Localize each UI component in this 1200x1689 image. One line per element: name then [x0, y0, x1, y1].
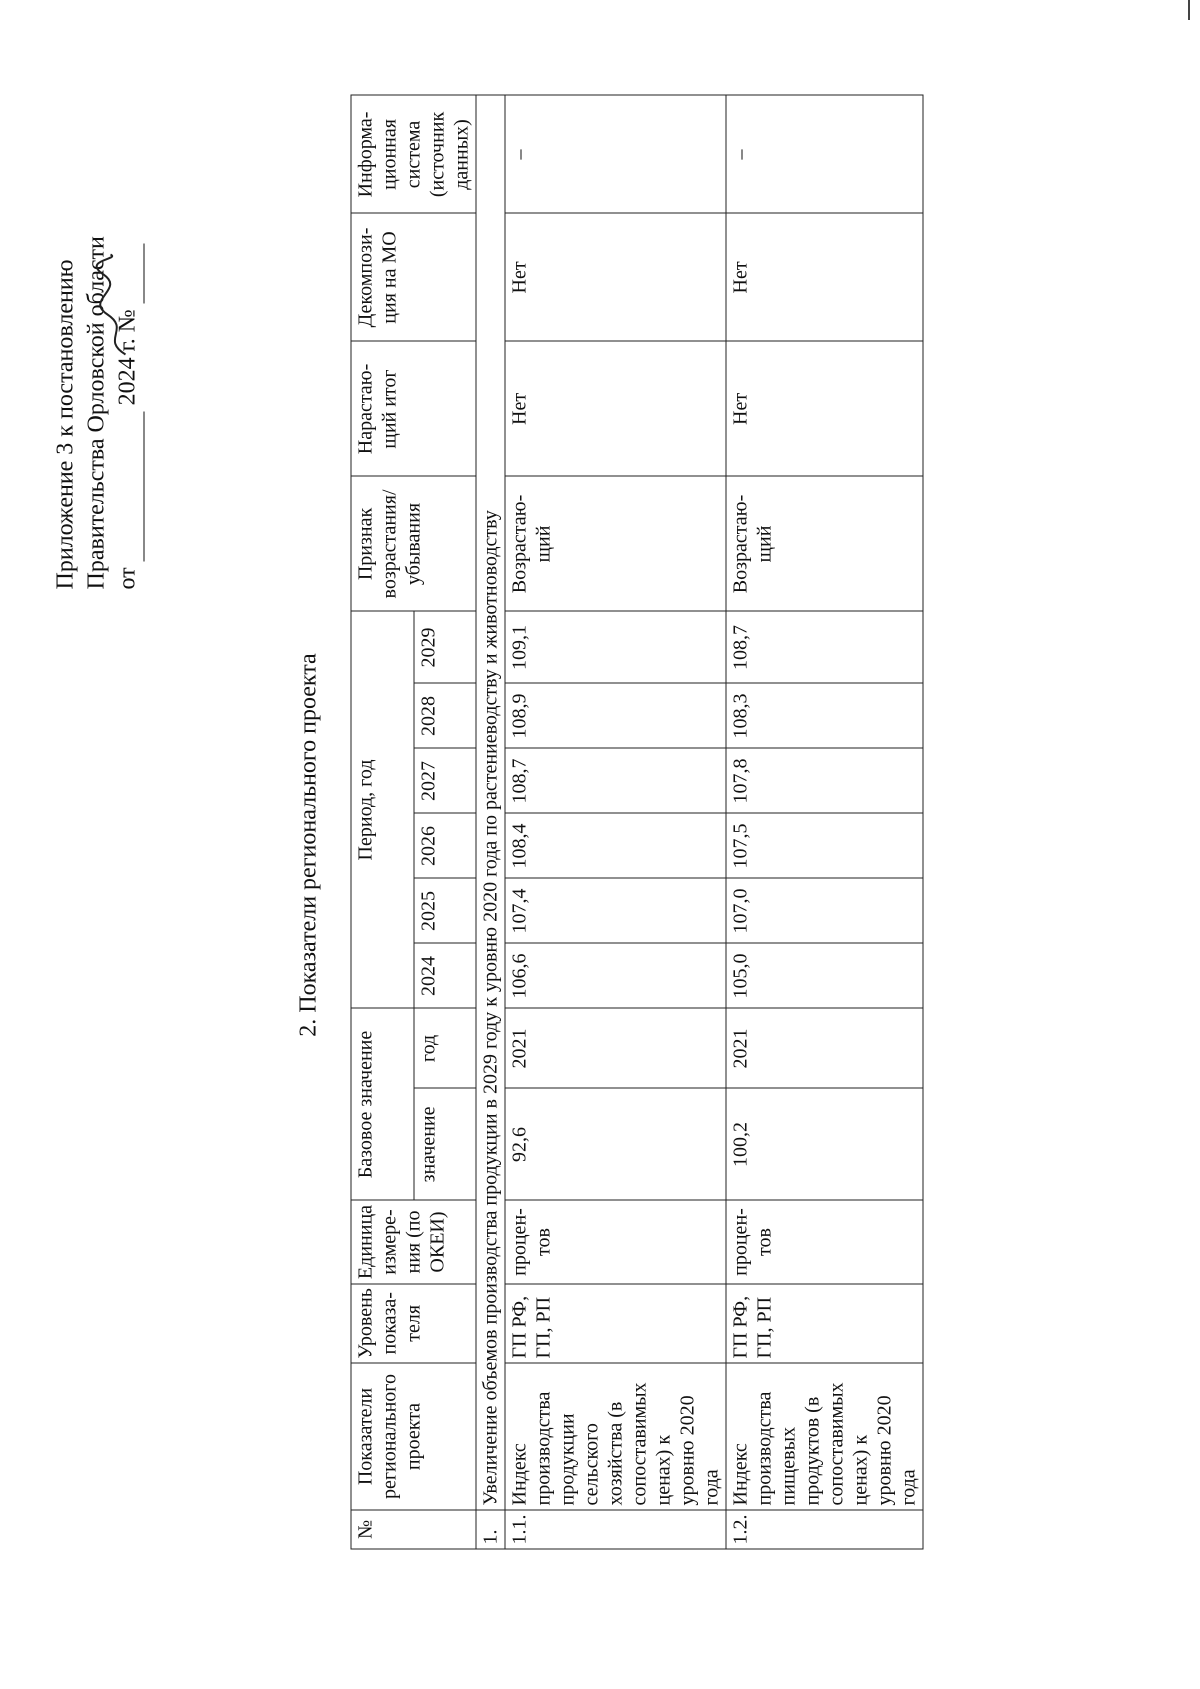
header-indicator: Показатели регионального проекта — [351, 1363, 476, 1510]
group-num: 1. — [476, 1510, 505, 1549]
row-decomposition: Нет — [505, 213, 726, 341]
row-value-2024: 106,6 — [505, 943, 726, 1008]
header-year-2026: 2026 — [413, 813, 476, 878]
indicators-table — [350, 94, 923, 1549]
row-value-2029: 109,1 — [505, 611, 726, 683]
row-unit: процен-тов — [505, 1200, 726, 1283]
table-header-row — [351, 95, 414, 1549]
header-level: Уровень показа-теля — [351, 1283, 476, 1362]
row-base-year: 2021 — [505, 1008, 726, 1088]
header-unit: Единица измере-ния (по ОКЕИ) — [351, 1200, 476, 1283]
handwritten-signature-mark — [95, 249, 135, 359]
header-base: Базовое значение — [351, 1008, 414, 1200]
header-trend: Признак возрастания/ убывания — [351, 476, 476, 611]
header-base-year: год — [413, 1008, 476, 1088]
row-trend: Возрастаю-щий — [505, 476, 726, 611]
row-level: ГП РФ, ГП, РП — [505, 1283, 726, 1362]
header-year-2024: 2024 — [413, 943, 476, 1008]
row-value-2024: 105,0 — [726, 943, 923, 1008]
row-base-value: 92,6 — [505, 1088, 726, 1200]
header-year-2027: 2027 — [413, 748, 476, 813]
header-cumulative: Нарастаю-щий итог — [351, 341, 476, 476]
row-value-2027: 108,7 — [505, 748, 726, 813]
appendix-year-number: 2024 г. № — [114, 308, 140, 405]
row-level: ГП РФ, ГП, РП — [726, 1283, 923, 1362]
row-value-2025: 107,4 — [505, 878, 726, 943]
row-indicator: Индекс производства пищевых продуктов (в сопоставимых ценах) к уровню 2020 года — [726, 1363, 923, 1510]
row-value-2027: 107,8 — [726, 748, 923, 813]
header-period: Период, год — [351, 611, 414, 1008]
table-row — [726, 95, 923, 1549]
row-value-2025: 107,0 — [726, 878, 923, 943]
appendix-line-1: Приложение 3 к постановлению — [52, 258, 78, 589]
row-info-system: – — [726, 95, 923, 213]
row-value-2028: 108,3 — [726, 683, 923, 748]
appendix-from-label: от — [114, 566, 140, 589]
header-year-2028: 2028 — [413, 683, 476, 748]
row-value-2028: 108,9 — [505, 683, 726, 748]
row-unit: процен-тов — [726, 1200, 923, 1283]
header-base-value: значение — [413, 1088, 476, 1200]
header-year-2025: 2025 — [413, 878, 476, 943]
row-info-system: – — [505, 95, 726, 213]
header-decomposition: Декомпози-ция на МО — [351, 213, 476, 341]
row-trend: Возрастаю-щий — [726, 476, 923, 611]
row-decomposition: Нет — [726, 213, 923, 341]
row-cumulative: Нет — [505, 341, 726, 476]
row-value-2026: 107,5 — [726, 813, 923, 878]
row-base-value: 100,2 — [726, 1088, 923, 1200]
row-num: 1.1. — [505, 1510, 726, 1549]
row-value-2026: 108,4 — [505, 813, 726, 878]
appendix-line-2: Правительства Орловской области — [83, 235, 109, 589]
row-num: 1.2. — [726, 1510, 923, 1549]
row-cumulative: Нет — [726, 341, 923, 476]
group-title: Увеличение объемов производства продукции в 2029 году к уровню 2020 года по растениеводству и животноводству — [476, 95, 505, 1510]
row-indicator: Индекс производства продукции сельского хозяйства (в сопоставимых ценах) к уровню 2020 года — [505, 1363, 726, 1510]
row-value-2029: 108,7 — [726, 611, 923, 683]
handwritten-date — [112, 411, 144, 561]
group-row — [476, 95, 505, 1549]
header-year-2029: 2029 — [413, 611, 476, 683]
table-row — [505, 95, 726, 1549]
row-base-year: 2021 — [726, 1008, 923, 1088]
section-title: 2. Показатели регионального проекта — [295, 652, 321, 1037]
header-info-system: Информа-ционная система (источник данных) — [351, 95, 476, 213]
header-num: № — [351, 1510, 476, 1549]
